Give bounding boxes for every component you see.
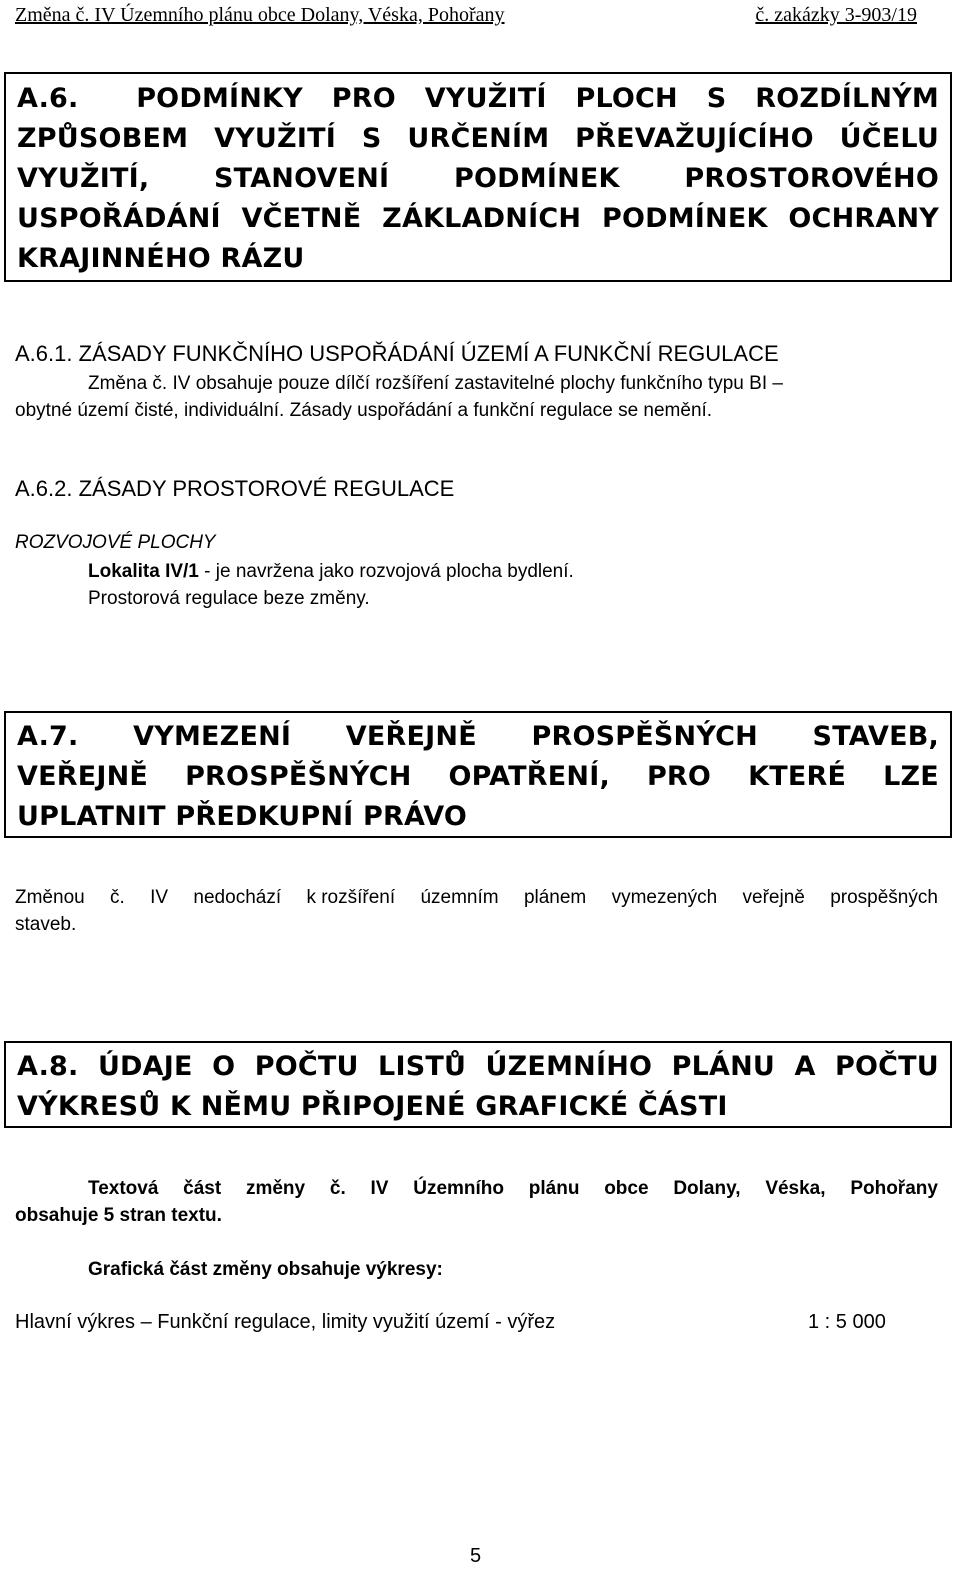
text-part-word: změny <box>245 1178 306 1199</box>
section-a7-title-word: A.7. <box>17 721 79 752</box>
section-a7-title <box>17 717 939 837</box>
section-a7-paragraph-word: č. <box>110 887 125 908</box>
text-part-word: Textová <box>88 1178 159 1199</box>
graphic-part-heading: Grafická část změny obsahuje výkresy: <box>88 1259 443 1280</box>
development-areas-heading: ROZVOJOVÉ PLOCHY <box>15 532 216 553</box>
section-a8-title-line1 <box>17 1047 939 1087</box>
lokalita-text: - je navržena jako rozvojová plocha bydlení. <box>198 561 574 582</box>
section-a6-title <box>17 79 939 279</box>
section-a8-title-box <box>4 1041 952 1128</box>
text-part-line1 <box>88 1175 938 1202</box>
section-a6-2-heading: A.6.2. ZÁSADY PROSTOROVÉ REGULACE <box>15 476 455 501</box>
section-a7-title-line3: UPLATNIT PŘEDKUPNÍ PRÁVO <box>17 801 468 832</box>
section-a7-paragraph-word: vymezených <box>611 887 718 908</box>
section-a7-title-word: LZE <box>883 761 939 792</box>
section-a7-title-word: VYMEZENÍ <box>133 721 292 752</box>
section-a7-title-word: VEŘEJNĚ <box>345 721 477 752</box>
drawing-scale: 1 : 5 000 <box>808 1311 886 1333</box>
section-a7-paragraph-word: IV <box>150 887 169 908</box>
text-part-word: Pohořany <box>850 1178 938 1199</box>
text-part-word: část <box>183 1178 222 1199</box>
lokalita-line <box>88 558 574 585</box>
text-part-word: Véska, <box>765 1178 826 1199</box>
page-header <box>15 4 917 30</box>
text-part-word: Dolany, <box>673 1178 741 1199</box>
text-part-word: obce <box>604 1178 649 1199</box>
section-a7-title-box <box>4 711 952 838</box>
page-number: 5 <box>470 1545 482 1567</box>
spatial-regulation-note: Prostorová regulace beze změny. <box>88 588 370 609</box>
header-order-number: č. zakázky 3-903/19 <box>755 4 917 26</box>
section-a8-title-word: ÚZEMNÍHO <box>485 1051 653 1082</box>
section-a6-1-line1: Změna č. IV obsahuje pouze dílčí rozšíření zastavitelné plochy funkčního typu BI – <box>88 373 783 394</box>
section-a7-title-word: PROSPĚŠNÝCH <box>531 721 758 752</box>
section-a8-title-word: LISTŮ <box>378 1051 467 1082</box>
section-a7-paragraph-word: plánem <box>523 887 587 908</box>
text-part-line2: obsahuje 5 stran textu. <box>15 1205 222 1226</box>
section-a6-title-box <box>4 72 952 282</box>
section-a7-paragraph-word: k rozšíření <box>306 887 396 908</box>
section-a7-paragraph-word: prospěšných <box>830 887 938 908</box>
section-a7-paragraph-word: Změnou <box>15 887 85 908</box>
section-a8-title <box>17 1047 939 1127</box>
section-a6-title-text: A.6. PODMÍNKY PRO VYUŽITÍ PLOCH S ROZDÍLNÝM ZPŮSOBEM VYUŽITÍ S URČENÍM PŘEVAŽUJÍCÍHO ÚČELU VYUŽITÍ, STANOVENÍ PODMÍNEK PROSTOROVÉHO USPOŘÁDÁNÍ VČETNĚ ZÁKLADNÍCH PODMÍNEK OCHRANY KRAJINNÉHO RÁZU <box>17 83 939 274</box>
section-a7-title-word: KTERÉ <box>748 761 847 792</box>
section-a8-title-word: POČTU <box>254 1051 359 1082</box>
text-part-word: plánu <box>528 1178 580 1199</box>
drawing-name: Hlavní výkres – Funkční regulace, limity využití území - výřez <box>15 1311 556 1333</box>
section-a7-title-line2 <box>17 757 939 797</box>
lokalita-label: Lokalita IV/1 <box>88 561 199 582</box>
section-a8-title-word: PLÁNU <box>671 1051 775 1082</box>
section-a7-paragraph-line2: staveb. <box>15 914 77 935</box>
header-document-title: Změna č. IV Územního plánu obce Dolany, Véska, Pohořany <box>15 4 505 26</box>
section-a8-title-word: ÚDAJE <box>97 1051 193 1082</box>
section-a8-title-word: O <box>212 1051 236 1082</box>
section-a7-title-word: STAVEB, <box>812 721 939 752</box>
section-a8-title-word: POČTU <box>834 1051 939 1082</box>
section-a7-title-word: PROSPĚŠNÝCH <box>185 761 412 792</box>
section-a7-title-line1 <box>17 717 939 757</box>
section-a7-paragraph-word: územním <box>420 887 499 908</box>
section-a7-paragraph-word: nedochází <box>193 887 282 908</box>
text-part-word: IV <box>370 1178 389 1199</box>
section-a7-paragraph-word: veřejně <box>742 887 805 908</box>
section-a6-1-line2: obytné území čisté, individuální. Zásady uspořádání a funkční regulace se nemění. <box>15 400 713 421</box>
section-a8-title-word: A.8. <box>17 1051 79 1082</box>
text-part-word: č. <box>329 1178 346 1199</box>
section-a7-paragraph-line1 <box>15 884 938 911</box>
text-part-word: Územního <box>413 1178 504 1199</box>
section-a7-title-word: OPATŘENÍ, <box>448 761 610 792</box>
section-a8-title-line2: VÝKRESŮ K NĚMU PŘIPOJENÉ GRAFICKÉ ČÁSTI <box>17 1091 728 1122</box>
section-a6-1-heading: A.6.1. ZÁSADY FUNKČNÍHO USPOŘÁDÁNÍ ÚZEMÍ A FUNKČNÍ REGULACE <box>15 341 779 366</box>
section-a7-title-word: VEŘEJNĚ <box>17 761 149 792</box>
section-a8-title-word: A <box>794 1051 816 1082</box>
section-a7-title-word: PRO <box>646 761 712 792</box>
